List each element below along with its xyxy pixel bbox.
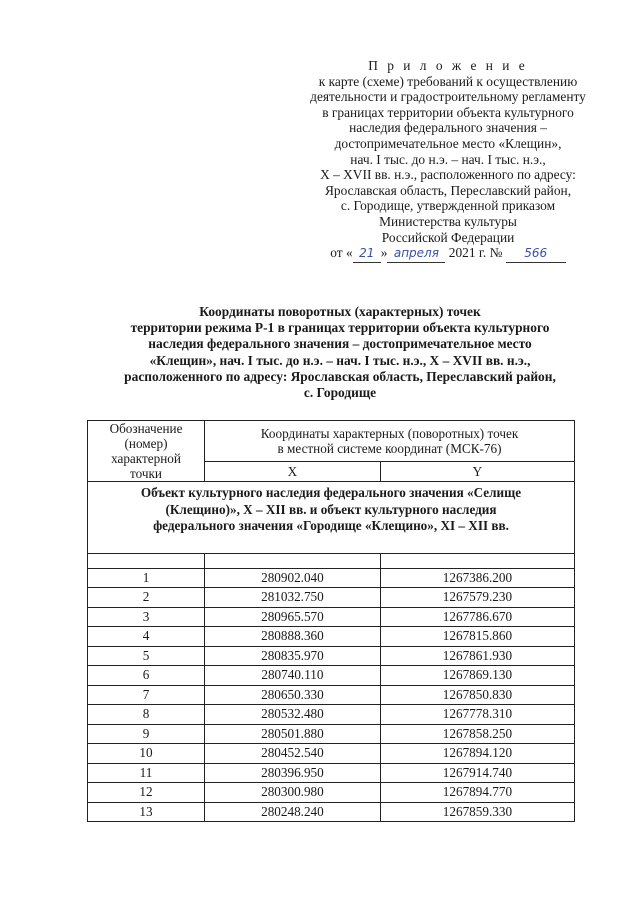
y-coordinate-cell: 1267858.250 — [380, 724, 574, 744]
heading-line: расположенного по адресу: Ярославская область, Переславский район, — [124, 368, 556, 384]
coord-header — [205, 421, 575, 462]
y-coordinate-cell: 1267859.330 — [380, 802, 574, 822]
order-month-handwritten: апреля — [387, 246, 445, 263]
spacer-row — [88, 553, 575, 568]
y-coordinate-cell: 1267778.310 — [380, 705, 574, 725]
y-coordinate-cell: 1267894.770 — [380, 783, 574, 803]
annex-line: достопримечательное место «Клещин», — [334, 135, 562, 151]
x-coordinate-cell: 280532.480 — [205, 705, 381, 725]
table-row — [88, 744, 575, 764]
y-coordinate-cell: 1267386.200 — [380, 568, 574, 588]
table-row — [88, 763, 575, 783]
x-coordinate-cell: 280501.880 — [205, 724, 381, 744]
x-coordinate-cell: 280452.540 — [205, 744, 381, 764]
y-coordinate-cell: 1267786.670 — [380, 607, 574, 627]
section-title-line: (Клещино)», X – XII вв. и объект культурного наследия — [165, 501, 497, 517]
document-heading — [70, 304, 610, 401]
heading-line: Координаты поворотных (характерных) точек — [199, 304, 481, 319]
y-coordinate-cell: 1267815.860 — [380, 627, 574, 647]
annex-line: Ярославская область, Переславский район, — [324, 182, 572, 198]
annex-block — [262, 58, 634, 263]
point-number-cell: 11 — [88, 763, 205, 783]
order-number-handwritten: 566 — [506, 246, 566, 263]
x-header: X — [205, 462, 381, 482]
y-coordinate-cell: 1267894.120 — [380, 744, 574, 764]
heading-line: с. Городище — [303, 385, 377, 401]
section-title — [88, 482, 575, 554]
order-prefix: от « — [330, 245, 353, 261]
point-number-cell: 1 — [88, 568, 205, 588]
col-point-header — [88, 421, 205, 482]
table-row — [88, 685, 575, 705]
x-coordinate-cell: 280965.570 — [205, 607, 381, 627]
point-number-cell: 8 — [88, 705, 205, 725]
point-number-cell: 13 — [88, 802, 205, 822]
annex-line: в границах территории объекта культурного — [322, 104, 574, 120]
y-header: Y — [380, 462, 574, 482]
x-coordinate-cell: 280888.360 — [205, 627, 381, 647]
spacer-cell — [88, 553, 205, 568]
annex-line: Российской Федерации — [381, 229, 515, 245]
table-row — [88, 705, 575, 725]
point-number-cell: 6 — [88, 666, 205, 686]
table-header-row — [88, 421, 575, 462]
heading-line: территории режима Р-1 в границах территории объекта культурного — [130, 320, 550, 336]
annex-line: Министерства культуры — [379, 213, 517, 229]
annex-line: нач. I тыс. до н.э. – нач. I тыс. н.э., — [350, 151, 546, 167]
x-coordinate-cell: 280650.330 — [205, 685, 381, 705]
point-number-cell: 10 — [88, 744, 205, 764]
order-line — [262, 245, 634, 263]
table-row — [88, 627, 575, 647]
x-coordinate-cell: 281032.750 — [205, 588, 381, 608]
coordinates-table — [87, 420, 575, 822]
point-number-cell: 2 — [88, 588, 205, 608]
order-quote-close: » — [380, 245, 388, 261]
annex-line: с. Городище, утвержденной приказом — [340, 198, 556, 214]
y-coordinate-cell: 1267850.830 — [380, 685, 574, 705]
table-row — [88, 607, 575, 627]
y-coordinate-cell: 1267914.740 — [380, 763, 574, 783]
annex-line: деятельности и градостроительному регламенту — [310, 89, 586, 105]
order-year-text: 2021 г. № — [448, 245, 503, 261]
point-number-cell: 5 — [88, 646, 205, 666]
y-coordinate-cell: 1267861.930 — [380, 646, 574, 666]
coord-header-line: в местной системе координат (МСК-76) — [277, 441, 502, 456]
table-row — [88, 568, 575, 588]
x-coordinate-cell: 280740.110 — [205, 666, 381, 686]
annex-title: П р и л о ж е н и е — [368, 58, 528, 73]
coord-header-line: Координаты характерных (поворотных) точек — [260, 426, 519, 441]
section-title-line: федерального значения «Городище «Клещино», XI – XII вв. — [153, 518, 509, 533]
table-row — [88, 646, 575, 666]
annex-line: наследия федерального значения – — [349, 120, 547, 136]
col-point-header-line: (номер) — [124, 436, 168, 451]
annex-line: X – XVII вв. н.э., расположенного по адресу: — [320, 167, 576, 183]
col-point-header-line: Обозначение — [109, 421, 183, 436]
table-row — [88, 783, 575, 803]
x-coordinate-cell: 280248.240 — [205, 802, 381, 822]
annex-line: к карте (схеме) требований к осуществлению — [318, 73, 578, 89]
heading-line: наследия федерального значения – достопримечательное место — [148, 336, 532, 352]
order-day-handwritten: 21 — [353, 246, 381, 263]
table-row — [88, 588, 575, 608]
y-coordinate-cell: 1267579.230 — [380, 588, 574, 608]
x-coordinate-cell: 280396.950 — [205, 763, 381, 783]
table-row — [88, 666, 575, 686]
point-number-cell: 12 — [88, 783, 205, 803]
heading-line: «Клещин», нач. I тыс. до н.э. – нач. I тыс. н.э., X – XVII вв. н.э., — [149, 352, 531, 368]
x-coordinate-cell: 280300.980 — [205, 783, 381, 803]
y-coordinate-cell: 1267869.130 — [380, 666, 574, 686]
col-point-header-line: характерной — [111, 451, 181, 466]
section-title-line: Объект культурного наследия федерального значения «Селище — [140, 485, 522, 500]
spacer-cell — [380, 553, 574, 568]
x-coordinate-cell: 280835.970 — [205, 646, 381, 666]
spacer-cell — [205, 553, 381, 568]
point-number-cell: 4 — [88, 627, 205, 647]
section-row — [88, 482, 575, 554]
table-row — [88, 724, 575, 744]
table-row — [88, 802, 575, 822]
x-coordinate-cell: 280902.040 — [205, 568, 381, 588]
point-number-cell: 7 — [88, 685, 205, 705]
col-point-header-line: точки — [130, 466, 162, 481]
point-number-cell: 9 — [88, 724, 205, 744]
point-number-cell: 3 — [88, 607, 205, 627]
